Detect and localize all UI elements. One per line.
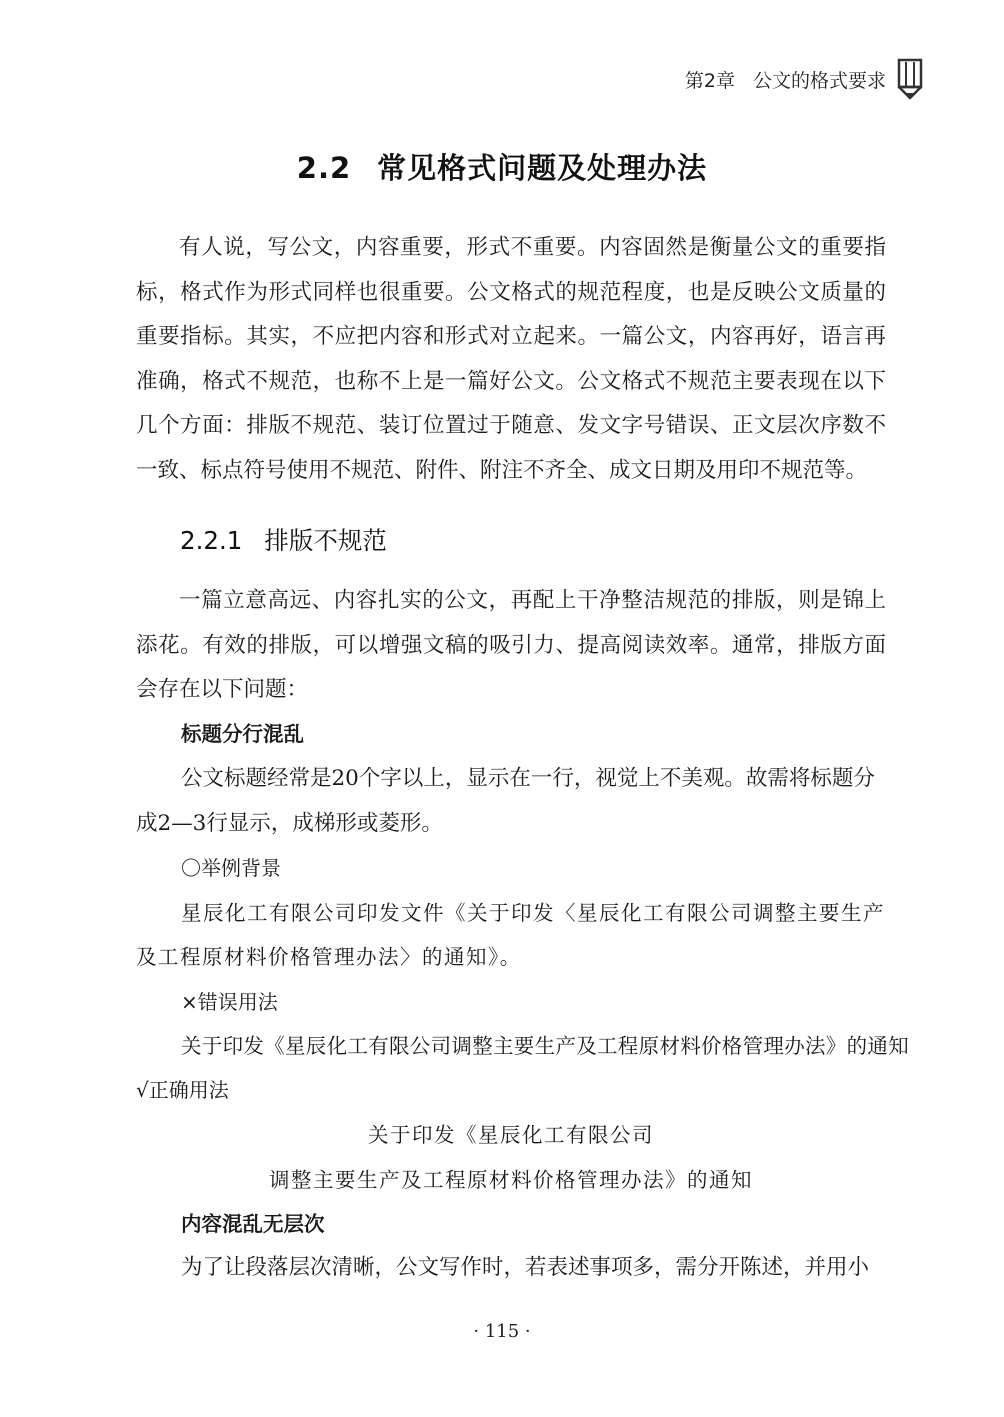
background-label: 〇举例背景 [181,856,281,880]
subsection-title-text: 排版不规范 [264,526,387,555]
running-header [685,58,924,100]
item2-heading: 内容混乱无层次 [181,1212,325,1236]
item1-text-line2: 成2—3行显示，成梯形或菱形。 [136,811,443,836]
item2-text-line1: 为了让段落层次清晰，公文写作时，若表述事项多，需分开陈述，并用小 [181,1255,870,1280]
header-chapter: 第2章 [684,69,735,92]
wrong-usage-example: 关于印发《星辰化工有限公司调整主要生产及工程原材料价格管理办法》的通知 [181,1034,909,1058]
pencil-icon [896,58,924,100]
section-number: 2.2 [296,151,352,185]
section-title [0,146,1004,187]
header-chapter-title: 公文的格式要求 [752,69,886,92]
running-header-text [685,66,886,93]
page-number: · 115 · [473,1321,531,1342]
section-title-text: 常见格式问题及处理办法 [377,151,708,185]
right-usage-line2: 调整主要生产及工程原材料价格管理办法》的通知 [269,1168,753,1192]
wrong-usage-label: ×错误用法 [181,990,278,1014]
subsection-paragraph: 一篇立意高远、内容扎实的公文，再配上干净整洁规范的排版，则是锦上添花。有效的排版，可以增强文稿的吸引力、提高阅读效率。通常，排版方面会存在以下问题： [136,588,886,702]
item1-heading: 标题分行混乱 [181,722,304,746]
background-line2: 及工程原材料价格管理办法〉的通知》。 [136,945,522,969]
subsection-number: 2.2.1 [180,526,243,555]
subsection-title [180,522,387,557]
right-usage-line1: 关于印发《星辰化工有限公司 [368,1123,654,1147]
right-usage-label: √正确用法 [136,1078,229,1102]
background-line1: 星辰化工有限公司印发文件《关于印发〈星辰化工有限公司调整主要生产 [181,901,885,925]
item1-text-line1: 公文标题经常是20个字以上，显示在一行，视觉上不美观。故需将标题分 [181,766,875,791]
intro-paragraph: 有人说，写公文，内容重要，形式不重要。内容固然是衡量公文的重要指标，格式作为形式同样也很重要。公文格式的规范程度，也是反映公文质量的重要指标。其实，不应把内容和形式对立起来。一篇公文，内容再好，语言再准确，格式不规范，也称不上是一篇好公文。公文格式不规范主要表现在以下几个方面：排版不规范、装订位置过于随意、发文字号错误、正文层次序数不一致、标点符号使用不规范、附件、附注不齐全、成文日期及用印不规范等。 [136,235,886,483]
